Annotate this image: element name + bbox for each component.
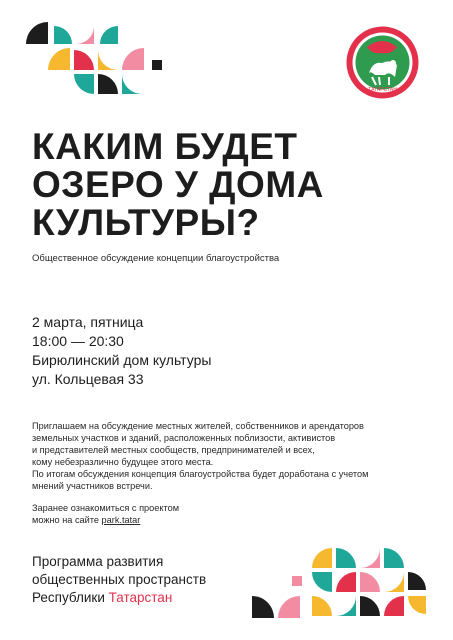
ornament-arc: [48, 48, 70, 70]
project-line: Заранее ознакомиться с проектом: [32, 503, 180, 513]
body-line: и представителей местных сообществ, предпринимателей и всех,: [32, 445, 315, 455]
ornament-arc: [74, 74, 94, 94]
svg-text:ТАТАРСТАН: ТАТАРСТАН: [368, 87, 397, 93]
title-line: КУЛЬТУРЫ?: [32, 202, 260, 243]
ornament-arc: [74, 50, 94, 70]
ornament-arc: [312, 548, 332, 568]
subtitle: Общественное обсуждение концепции благоустройства: [32, 253, 280, 264]
title-line: КАКИМ БУДЕТ: [32, 126, 298, 167]
project-line: [32, 514, 179, 526]
ornament-arc: [98, 74, 118, 94]
page-title: [32, 128, 422, 242]
ornament-arc: [384, 596, 404, 616]
ornament-arc: [336, 572, 356, 592]
ornament-arc: [312, 572, 332, 592]
ornament-arc: [360, 572, 380, 592]
program-line: [32, 589, 206, 607]
ornament-arc: [384, 548, 404, 568]
ornament-arc: [76, 26, 94, 44]
event-details: [32, 313, 211, 389]
project-prefix: можно на сайте: [32, 515, 102, 525]
top-ornament: [26, 22, 166, 112]
title-line: ОЗЕРО У ДОМА: [32, 164, 324, 205]
program-prefix: Республики: [32, 590, 109, 605]
invitation-text: [32, 420, 427, 492]
site-link[interactable]: park.tatar: [101, 515, 141, 525]
project-info: [32, 502, 179, 526]
ornament-arc: [336, 596, 356, 616]
event-date: 2 марта, пятница: [32, 314, 144, 330]
body-line: мнений участников встречи.: [32, 481, 153, 491]
ornament-arc: [54, 26, 72, 44]
ornament-arc: [384, 572, 404, 592]
program-line: общественных пространств: [32, 572, 207, 587]
ornament-arc: [408, 572, 426, 590]
ornament-arc: [278, 596, 300, 618]
ornament-arc: [336, 548, 356, 568]
event-venue: Бирюлинский дом культуры: [32, 352, 212, 368]
ornament-arc: [122, 74, 142, 94]
bottom-ornament: [252, 540, 432, 640]
program-accent: Татарстан: [108, 590, 173, 605]
body-line: По итогам обсуждения концепция благоустройства будет доработана с учетом: [32, 469, 369, 479]
ornament-arc: [408, 596, 426, 614]
event-time: 18:00 — 20:30: [32, 333, 124, 349]
ornament-arc: [360, 548, 380, 568]
program-line: Программа развития: [32, 554, 164, 569]
ornament-arc: [98, 50, 118, 70]
body-line: Приглашаем на обсуждение местных жителей, собственников и арендаторов: [32, 421, 364, 431]
ornament-arc: [312, 596, 332, 616]
body-line: земельных участков и зданий, расположенных поблизости, активистов: [32, 433, 336, 443]
body-line: кому небезразлично будущее этого места.: [32, 457, 214, 467]
ornament-arc: [100, 26, 118, 44]
ornament-arc: [360, 596, 380, 616]
event-address: ул. Кольцевая 33: [32, 371, 144, 387]
ornament-arc: [26, 22, 48, 44]
ornament-square: [152, 60, 162, 70]
ornament-arc: [252, 596, 274, 618]
program-name: [32, 553, 206, 607]
ornament-arc: [122, 48, 144, 70]
ornament-square: [292, 576, 302, 586]
tatarstan-emblem-icon: [345, 25, 420, 100]
